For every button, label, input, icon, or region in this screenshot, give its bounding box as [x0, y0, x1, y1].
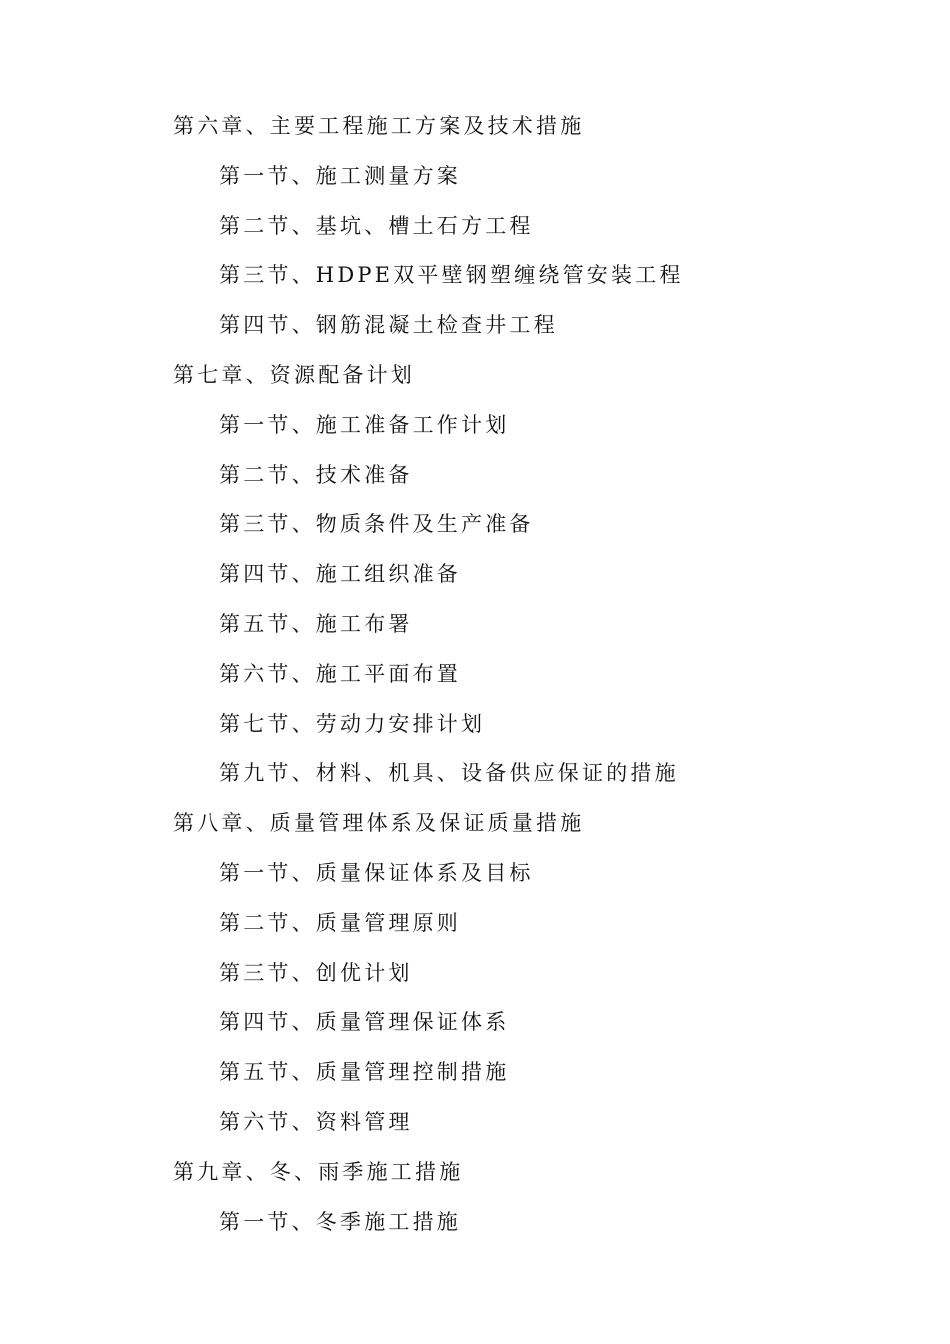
toc-section: 第五节、质量管理控制措施	[219, 1060, 510, 1085]
toc-section: 第四节、钢筋混凝土检查井工程	[219, 313, 558, 338]
toc-section: 第五节、施工布署	[219, 611, 413, 636]
toc-section: 第三节、创优计划	[219, 960, 413, 985]
toc-section: 第九节、材料、机具、设备供应保证的措施	[219, 761, 679, 786]
toc-section: 第六节、资料管理	[219, 1109, 413, 1134]
toc-section: 第四节、质量管理保证体系	[219, 1010, 510, 1035]
toc-section: 第二节、技术准备	[219, 462, 413, 487]
toc-section: 第一节、冬季施工措施	[219, 1209, 461, 1234]
toc-section: 第三节、HDPE双平壁钢塑缠绕管安装工程	[219, 263, 684, 288]
table-of-contents	[173, 106, 684, 1251]
toc-chapter-9: 第九章、冬、雨季施工措施	[173, 1159, 464, 1184]
toc-section: 第二节、基坑、槽土石方工程	[219, 213, 534, 238]
toc-section: 第一节、施工测量方案	[219, 163, 461, 188]
toc-section: 第六节、施工平面布置	[219, 661, 461, 686]
toc-chapter-6: 第六章、主要工程施工方案及技术措施	[173, 114, 585, 138]
toc-section: 第七节、劳动力安排计划	[219, 711, 486, 736]
toc-chapter-7: 第七章、资源配备计划	[173, 362, 415, 387]
toc-section: 第一节、质量保证体系及目标	[219, 860, 534, 885]
toc-section: 第三节、物质条件及生产准备	[219, 512, 534, 537]
toc-chapter-8: 第八章、质量管理体系及保证质量措施	[173, 811, 585, 836]
toc-section: 第四节、施工组织准备	[219, 562, 461, 587]
toc-section: 第一节、施工准备工作计划	[219, 412, 510, 437]
toc-section: 第二节、质量管理原则	[219, 910, 461, 935]
